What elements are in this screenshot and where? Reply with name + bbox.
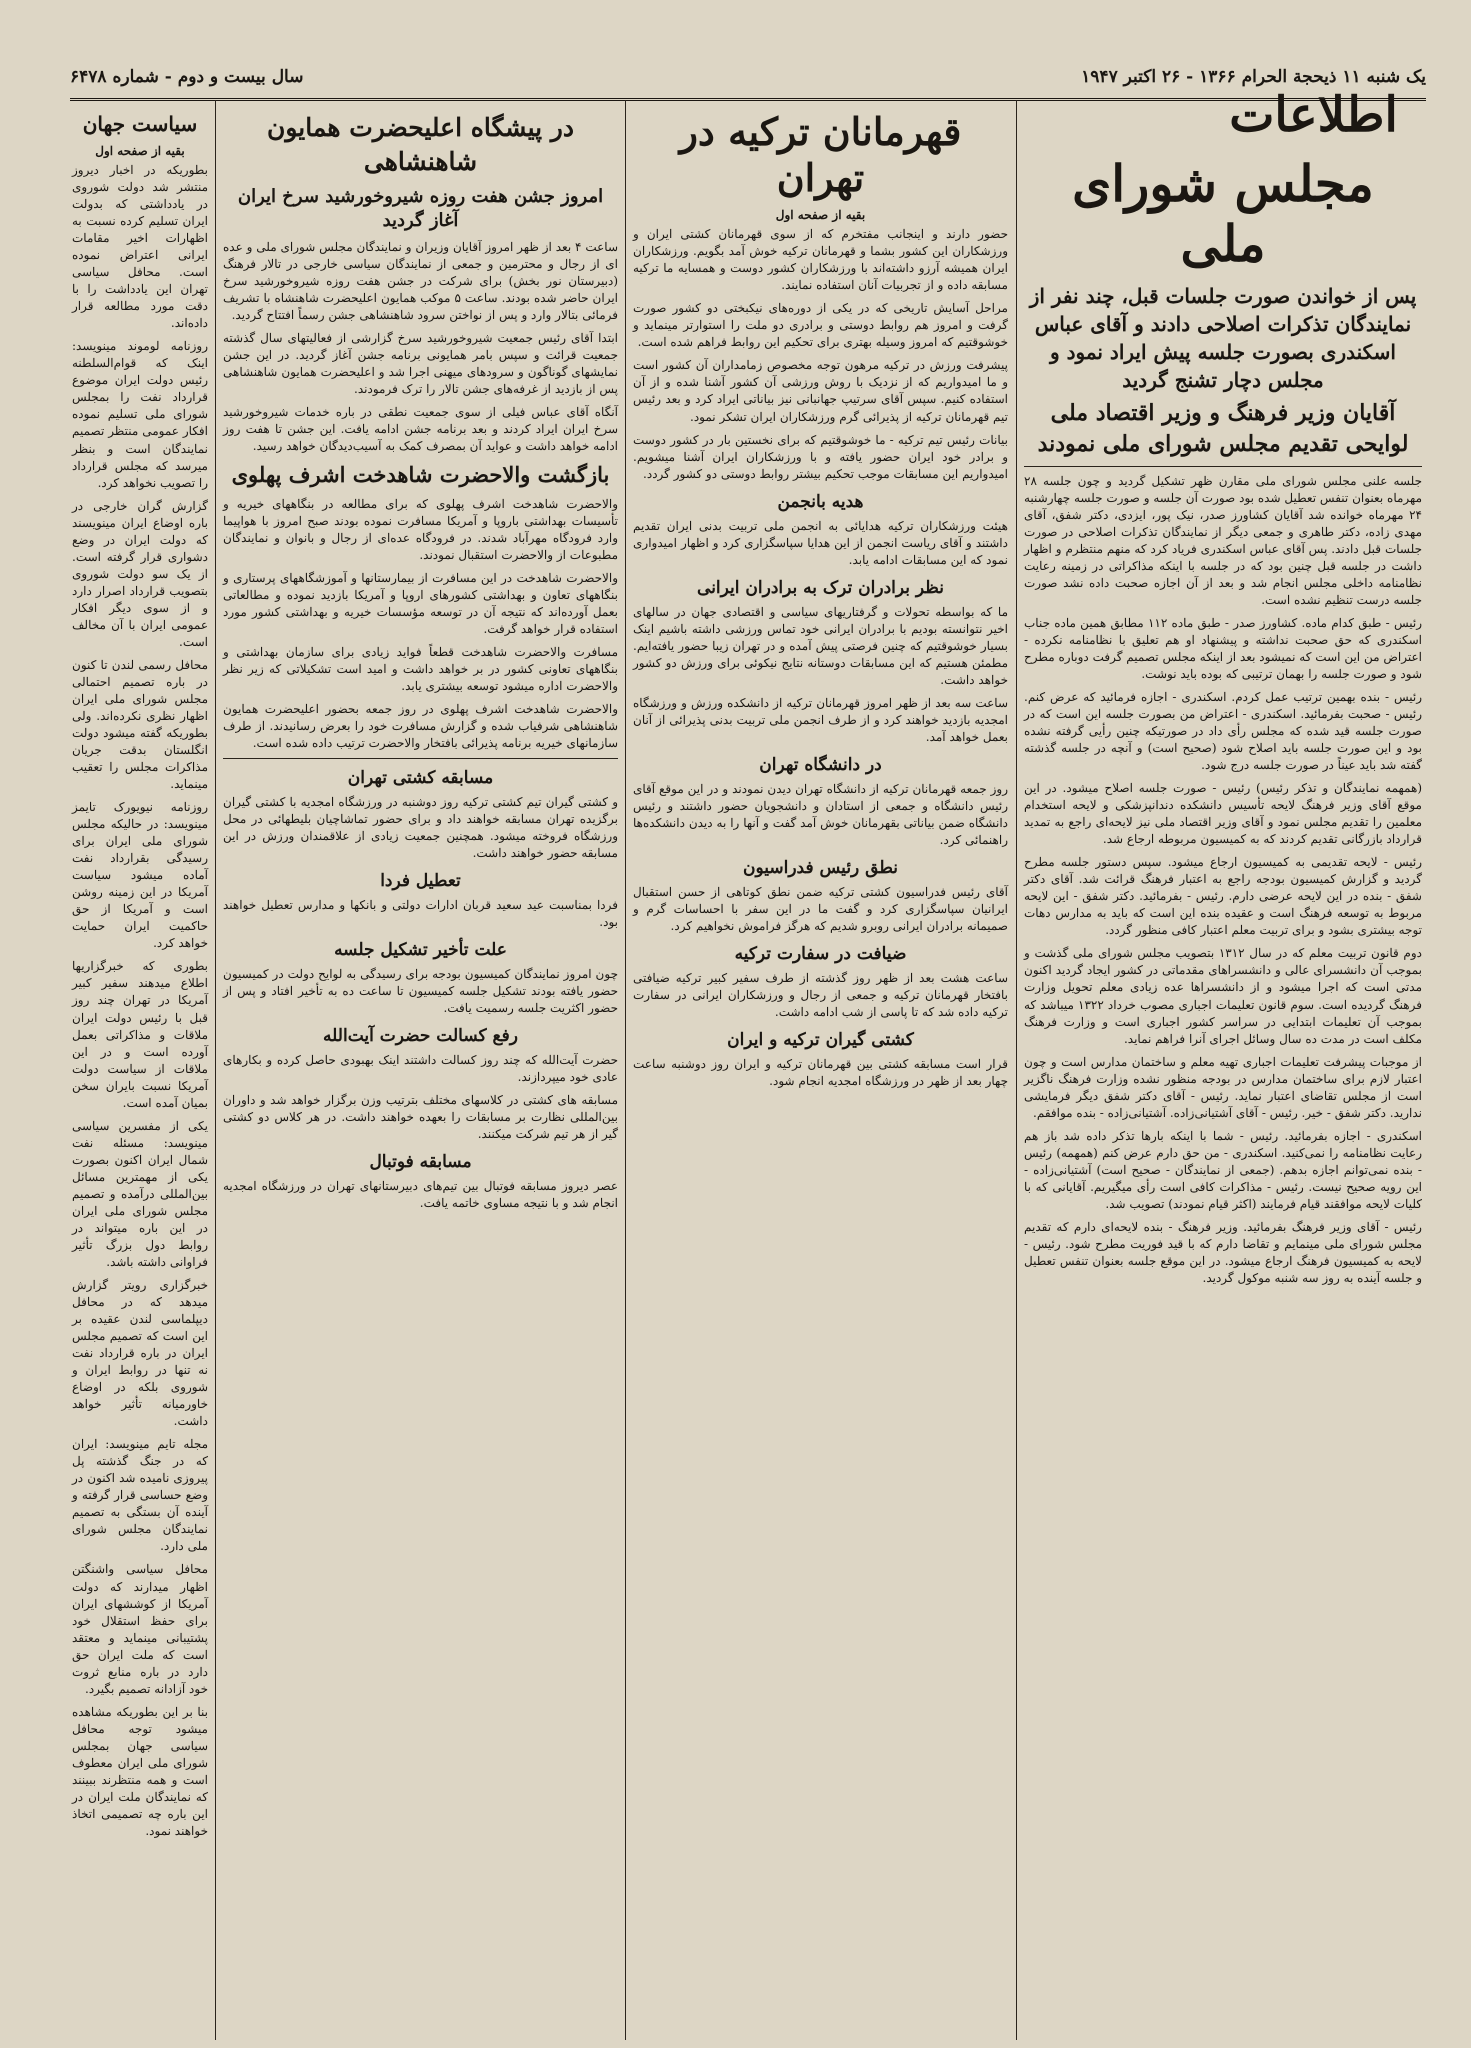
article-body: بنا بر این بطوریکه مشاهده میشود توجه محافل سیاسی جهان بمجلس شورای ملی ایران معطوف است و همه منتظرند ببینند که نمایندگان ملت ایران در این باره چه تصمیمی اتخاذ خواهند نمود. <box>68 1704 208 1838</box>
section-heading: مسابقه فوتبال <box>369 1152 472 1173</box>
article-body: رئیس - لایحه تقدیمی به کمیسیون ارجاع میشود. سپس دستور جلسه مطرح گردید و گزارش کمیسیون بودجه راجع به اعتبار فرهنگ قرائت شد. آقای دکتر شفق - بنده در این لایحه عرضی دارم. رئیس - بفرمائید. دکتر شفق - این لایحه مربوط به توسعه فرهنگ است و عقیده بنده این است که باید به مدارس دهات توجه بیشتری بشود و برای تربیت معلم اعتبار کافی منظور گردد. <box>1020 855 1422 938</box>
article-body: آقای رئیس فدراسیون کشتی ترکیه ضمن نطق کوتاهی از حسن استقبال ایرانیان سپاسگزاری کرد و گفت ما در این سفر با احساسات گرم و صمیمانه برادران ایرانی روبرو شدیم که هرگز فراموش نخواهیم کرد. <box>629 884 1008 933</box>
continued-label: بقیه از صفحه اول <box>775 208 866 223</box>
article-body: فردا بمناسبت عید سعید قربان ادارات دولتی و بانکها و مدارس تعطیل خواهند بود. <box>219 898 618 930</box>
article-body: مراحل آسایش تاریخی که در یکی از دوره‌های نیکبختی دو کشور صورت گرفت و امروز هم روابط دوستی و برادری دو ملت را استوارتر مینماید و خوشوقتیم که امروز وسیله بهتری برای تحکیم این روابط فراهم شده است. <box>629 301 1008 350</box>
article-majlis <box>1020 150 1423 2040</box>
section-heading: مسابقه کشتی تهران <box>347 768 494 789</box>
volume-line: سال بیست و دوم - شماره ۶۴۷۸ <box>70 67 304 87</box>
article-body: ما که بواسطه تحولات و گرفتاریهای سیاسی و اقتصادی جهان در سالهای اخیر نتوانسته بودیم با برادران ایرانی خود تماس ورزشی داشته باشیم اینک بسیار خوشوقتیم که چنین فرصتی پیش آمده و در تهران زیبا حضور یافته‌ایم. مطمئن هستیم که این مسابقات دوستانه نتایج نیکوئی برای ورزش دو کشور خواهد داشت. <box>629 604 1008 687</box>
article-body: ساعت ۴ بعد از ظهر امروز آقایان وزیران و نمایندگان مجلس شورای ملی و عده ای از رجال و محترمین و جمعی از نمایندگان سیاسی خارجی در تالار فرهنگ (دبیرستان نور بخش) برای شرکت در جشن هفت روزه شیروخورشید سرخ ایران حاضر شده بودند. ساعت ۵ موکب همایون اعلیحضرت شاهنشاه با تشریف فرمائی بتالار وارد و پس از نواختن سرود شاهنشاهی جشن رسماً افتتاح گردید. <box>219 240 619 323</box>
article-turkish-champions <box>629 105 1008 2040</box>
section-heading: بازگشت والاحضرت شاهدخت اشرف پهلوی <box>231 462 610 488</box>
article-body: دوم قانون تربیت معلم که در سال ۱۳۱۲ بتصویب مجلس شورای ملی گذشت و بموجب آن دانشسرای عالی و دانشسراهای مقدماتی در کشور ایجاد گردید اکنون مدتی است که اجرا میشود و از دانشسراها عده زیادی معلم تحویل وزارت فرهنگ گردیده است. سوم قانون تعلیمات اجباری مصوب خرداد ۱۳۲۲ میباشد که بموجب آن تعلیمات ابتدایی در سراسر کشور اجباری است و وزارت فرهنگ مکلف است در مدت ده سال وسائل اجرای آنرا فراهم نماید. <box>1020 946 1422 1046</box>
section-heading: رفع کسالت حضرت آیت‌الله <box>323 1026 518 1047</box>
article-body: رئیس - آقای وزیر فرهنگ بفرمائید. وزیر فرهنگ - بنده لایحه‌ای دارم که تقدیم مجلس شورای ملی مینمایم و تقاضا دارم که با قید فوریت مطرح شود. رئیس - لایحه به کمیسیون فرهنگ ارجاع میشود. در این موقع جلسه بعنوان تنفس تعطیل و جلسه آینده به روز سه شنبه موکول گردید. <box>1020 1219 1422 1285</box>
article-body: آنگاه آقای عباس فیلی از سوی جمعیت نطقی در باره خدمات شیروخورشید سرخ ایران ایراد کردند و بعد برنامه جشن ادامه یافت. این جشن تا هفت روز ادامه خواهد داشت و عواید آن بمصرف کمک به آسیب‌دیدگان خواهد رسید. <box>219 405 618 454</box>
article-body: چون امروز نمایندگان کمیسیون بودجه برای رسیدگی به لوایح دولت در کمیسیون حضور یافته بودند تشکیل جلسه کمیسیون تا ساعت ده به تأخیر افتاد و پس از حضور اکثریت جلسه رسمیت یافت. <box>219 967 618 1016</box>
article-body: ابتدا آقای رئیس جمعیت شیروخورشید سرخ گزارشی از فعالیتهای سال گذشته جمعیت قرائت و سپس بامر همایونی برنامه جشن آغاز گردید. در این جشن نمایشهای گوناگون و سرودهای میهنی اجرا شد و اعلیحضرت همایون شاهنشاهی پس از بازدید از غرفه‌های جشن تالار را ترک فرمودند. <box>219 331 618 397</box>
article-title: قهرمانان ترکیه در تهران <box>679 109 962 200</box>
article-body: والاحضرت شاهدخت اشرف پهلوی در روز جمعه بحضور اعلیحضرت همایون شاهنشاهی شرفیاب شده و گزارش مسافرت خود را بعرض رسانیدند. از طرف سازمانهای خیریه برنامه پذیرائی بافتخار والاحضرت ترتیب داده شده است. <box>219 702 619 751</box>
article-body: رئیس - بنده بهمین ترتیب عمل کردم. اسکندری - اجازه فرمائید که عرض کنم. رئیس - صحبت بفرمائید. اسکندری - اعتراض من بصورت جلسه این است که در صورت جلسه قید شده که مجلس رأی داد در صورتیکه چنین رأیی گرفته نشده بود و این صورت جلسه باید اصلاح شود (صحیح است) و آنچه در جلسه گذشته گفته شد باید عیناً در صورت جلسه درج شود. <box>1020 689 1422 773</box>
article-body: حضور دارند و اینجانب مفتخرم که از سوی قهرمانان کشتی ایران و ورزشکاران این کشور بشما و قهرمانان ترکیه خوش آمد بگویم. ورزشکاران ایران همیشه آرزو داشته‌اند با ورزشکاران کشور دوست و همسایه ما ترکیه مسابقه داده و از تجربیات آنان استفاده نمایند. <box>629 227 1008 293</box>
article-body: محافل سیاسی واشنگتن اظهار میدارند که دولت آمریکا از کوششهای ایران برای حفظ استقلال خود پشتیبانی مینماید و معتقد است که ملت ایران حق دارد در باره منابع ثروت خود آزادانه تصمیم بگیرد. <box>68 1562 208 1696</box>
article-body: یکی از مفسرین سیاسی مینویسد: مسئله نفت شمال ایران اکنون بصورت یکی از مهمترین مسائل بین‌المللی درآمده و تصمیم مجلس شورای ملی ایران در این باره میتواند در روابط دول بزرگ تأثیر فراوانی داشته باشد. <box>68 1118 208 1269</box>
article-body: مسافرت والاحضرت شاهدخت قطعاً فواید زیادی برای سازمان بهداشتی و بنگاههای تعاونی کشور در بر خواهد داشت و امید است تشکیلاتی که زیر نظر والاحضرت اداره میشود توسعه بیشتری یابد. <box>219 645 618 694</box>
section-heading: نظر برادران ترک به برادران ایرانی <box>697 577 944 598</box>
masthead-logo: اطلاعات <box>1229 87 1398 143</box>
article-body: روز جمعه قهرمانان ترکیه از دانشگاه تهران دیدن نمودند و در این موقع آقای رئیس دانشگاه و جمعی از استادان و دانشجویان حضور داشتند و رئیس دانشگاه ضمن بیاناتی بقهرمانان خوش آمد گفت و آنها را به دیدن دانشکده‌ها راهنمائی کرد. <box>629 781 1008 847</box>
article-title: در پیشگاه اعلیحضرت همایون شاهنشاهی <box>267 113 574 176</box>
section-heading: ضیافت در سفارت ترکیه <box>734 943 907 964</box>
section-heading: نطق رئیس فدراسیون <box>742 857 899 878</box>
article-body: بطوریکه در اخبار دیروز منتشر شد دولت شوروی در یادداشتی که بدولت ایران تسلیم کرده نسبت به اظهارات اخیر مقامات ایرانی اعتراض نموده است. محافل سیاسی تهران این یادداشت را با دقت مورد مطالعه قرار داده‌اند. <box>68 163 208 331</box>
article-body: عصر دیروز مسابقه فوتبال بین تیم‌های دبیرستانهای تهران در ورزشگاه امجدیه انجام شد و با نتیجه مساوی خاتمه یافت. <box>219 1179 618 1211</box>
article-subtitle: امروز جشن هفت روزه شیروخورشید سرخ ایران آغاز گردید <box>237 185 604 231</box>
article-body: مجله تایم مینویسد: ایران که در جنگ گذشته پل پیروزی نامیده شد اکنون در وضع حساسی قرار گرفته و آینده آن بستگی به تصمیم نمایندگان مجلس شورای ملی دارد. <box>68 1437 208 1554</box>
article-body: رئیس - طبق کدام ماده. کشاورز صدر - طبق ماده ۱۱۲ مطابق همین ماده جناب اسکندری که حق صحبت نداشته و پیشنهاد او هم تعلیق با نظامنامه نکرده - اعتراض من این است که نمیشود بعد از اینکه مجلس تصمیم گرفت دوباره مطرح شود و صورت جلسه را بهمان ترتیبی که بوده باید نوشت. <box>1020 615 1422 681</box>
section-heading: کشتی گیران ترکیه و ایران <box>727 1029 914 1050</box>
date-line: یک شنبه ۱۱ ذیحجة الحرام ۱۳۶۶ - ۲۶ اکتبر ۱۹۴۷ <box>1081 67 1426 87</box>
article-body: والاحضرت شاهدخت در این مسافرت از بیمارستانها و آموزشگاههای پرستاری و بنگاههای تعاون و بهداشتی کشورهای اروپا و آمریکا بازدید نموده و مطالعاتی بعمل آورده‌اند که نتیجه آن در توسعه مؤسسات خیریه و بهداشتی کشور مورد استفاده قرار خواهد گرفت. <box>219 570 618 637</box>
article-body: مسابقه های کشتی در کلاسهای مختلف بترتیب وزن برگزار خواهد شد و داوران بین‌المللی نظارت بر مسابقات را بعهده خواهند داشت. در هر کلاس دو کشتی گیر از هر تیم شرکت میکنند. <box>219 1093 618 1142</box>
article-subtitle: پس از خواندن صورت جلسات قبل، چند نفر از نمایندگان تذکرات اصلاحی دادند و آقای عباس اسکندری بصورت جلسه پیش ایراد نمود و مجلس دچار تشنج گردید <box>1029 284 1417 392</box>
article-title: مجلس شورای ملی <box>1072 154 1374 273</box>
article-body: خبرگزاری رویتر گزارش میدهد که در محافل دیپلماسی لندن عقیده بر این است که تصمیم مجلس ایران در باره قرارداد نفت نه تنها در روابط ایران و شوروی بلکه در اوضاع خاورمیانه تأثیر خواهد داشت. <box>68 1277 208 1429</box>
article-body: والاحضرت شاهدخت اشرف پهلوی که برای مطالعه در بنگاههای خیریه و تأسیسات بهداشتی باروپا و آمریکا مسافرت نموده بودند صبح امروز با هواپیما وارد فرودگاه مهرآباد شدند. در فرودگاه عده‌ای از رجال و بانوان و نمایندگان مطبوعات از والاحضرت استقبال نمودند. <box>219 496 619 562</box>
column-divider <box>1016 100 1017 2040</box>
article-body: گزارش گران خارجی در باره اوضاع ایران مینویسند که دولت ایران در وضع دشواری قرار گرفته است. از یک سو دولت شوروی بتصویب قرارداد اصرار دارد و از سوی دیگر افکار عمومی ایران با آن مخالف است. <box>68 498 208 649</box>
article-title: سیاست جهان <box>82 112 198 136</box>
article-body: هیئت ورزشکاران ترکیه هدایائی به انجمن ملی تربیت بدنی ایران تقدیم داشتند و آقای ریاست انجمن از این هدایا سپاسگزاری کرد و اظهار امیدواری نمود که این مسابقات ادامه یابد. <box>629 518 1008 567</box>
article-body: محافل رسمی لندن تا کنون در باره تصمیم احتمالی مجلس شورای ملی ایران اظهار نظری نکرده‌اند. ولی بطوریکه گفته میشود دولت انگلستان بدقت جریان مذاکرات مجلس را تعقیب مینماید. <box>68 657 208 792</box>
section-heading: هدیه بانجمن <box>777 491 864 512</box>
column-divider <box>625 100 626 2040</box>
section-heading: در دانشگاه تهران <box>759 754 882 775</box>
article-body: روزنامه نیویورک تایمز مینویسد: در حالیکه مجلس شورای ملی ایران برای رسیدگی بقرارداد نفت آماده میشود سیاست آمریکا در این زمینه روشن است و آمریکا از حق حاکمیت ایران حمایت خواهد کرد. <box>68 800 208 951</box>
article-world-politics <box>68 105 208 2040</box>
article-body: روزنامه لوموند مینویسد: اینک که قوام‌السلطنه رئیس دولت ایران موضوع قرارداد نفت را بمجلس شورای ملی تسلیم نموده افکار عمومی منتظر تصمیم نمایندگان است و بنظر میرسد که مجلس قرارداد را تصویب نخواهد کرد. <box>68 339 208 490</box>
article-body: بطوری که خبرگزاریها اطلاع میدهند سفیر کبیر آمریکا در تهران چند روز قبل با رئیس دولت ایران ملاقات و مذاکراتی بعمل آورده است و در این ملاقات از سیاست دولت آمریکا نسبت بایران سخن بمیان آمده است. <box>68 959 208 1110</box>
section-heading: تعطیل فردا <box>380 871 461 892</box>
article-subtitle: آقایان وزیر فرهنگ و وزیر اقتصاد ملی لوایحی تقدیم مجلس شورای ملی نمودند <box>1037 400 1409 457</box>
divider <box>223 758 618 759</box>
article-body: جلسه علنی مجلس شورای ملی مقارن ظهر تشکیل گردید و چون جلسه ۲۸ مهرماه بعنوان تنفس تعطیل شده بود صورت آن جلسه و صورت جلسه چهارشنبه ۲۴ مهرماه خوانده شد آقایان کشاورز صدر، نیک پور، ایزدی، دکتر شفق، آقای مهدی‌ زاده، دکتر طاهری و جمعی دیگر از نمایندگان تذکرات اصلاحی در صورت جلسات قبل دادند. پس آقای عباس اسکندری فریاد کرد که منهم منتظرم و اظهار داشت در جلسه قبل چنین بود که در جلسه با اینکه مذاکراتی در زمینه رعایت نظامنامه داخلی مجلس انجام شد و بعد از آن اجازه صحبت داده نشد صورت جلسه درست تنظیم نشده است. <box>1020 473 1422 607</box>
article-body: قرار است مسابقه کشتی بین قهرمانان ترکیه و ایران روز دوشنبه ساعت چهار بعد از ظهر در ورزشگاه امجدیه انجام شود. <box>629 1056 1008 1088</box>
article-body: بیانات رئیس تیم ترکیه - ما خوشوقتیم که برای نخستین بار در کشور دوست و برادر خود ایران حضور یافته و با ورزشکاران ایران آشنا میشویم. امیدواریم این مسابقات موجب تحکیم بیشتر روابط دوستی دو کشور گردد. <box>629 432 1008 481</box>
article-body: حضرت آیت‌الله که چند روز کسالت داشتند اینک بهبودی حاصل کرده و بکارهای عادی خود میپردازند. <box>219 1053 619 1085</box>
divider <box>1024 466 1422 467</box>
article-body: پیشرفت ورزش در ترکیه مرهون توجه مخصوص زمامداران آن کشور است و ما امیدواریم که از نزدیک با روش ورزشی آن کشور آشنا شده و از آن استفاده کنیم. سپس آقای سرتیپ جهانبانی نیز بیاناتی ایراد کرد و بعد رئیس تیم قهرمانان ترکیه از پذیرائی گرم ورزشکاران ایران تشکر نمود. <box>629 358 1008 424</box>
article-body: (همهمه نمایندگان و تذکر رئیس) رئیس - صورت جلسه اصلاح میشود. در این موقع آقای وزیر فرهنگ لایحه تأسیس دانشکده دندانپزشکی و لایحه استخدام معلمین را تقدیم مجلس نمود و آقای وزیر اقتصاد ملی نیز لایحه‌ای راجع به تمدید قرارداد بازرگانی تقدیم کردند که به کمیسیون مربوطه ارجاع شد. <box>1020 781 1423 847</box>
article-body: از موجبات پیشرفت تعلیمات اجباری تهیه معلم و ساختمان مدارس است و چون اعتبار لازم برای ساختمان مدارس در بودجه منظور نشده وزارت فرهنگ ناگزیر است از مجلس تقاضای اعتبار نماید. رئیس - آقای دکتر شفق دیگر فرمایشی ندارید. دکتر شفق - خیر. رئیس - آقای آشتیانی‌زاده. آشتیانی‌زاده - بنده موافقم. <box>1020 1054 1422 1120</box>
article-body: ساعت هشت بعد از ظهر روز گذشته از طرف سفیر کبیر ترکیه ضیافتی بافتخار قهرمانان ترکیه و جمعی از رجال و ورزشکاران ایرانی در سفارت ترکیه داده شد که تا پاسی از شب ادامه داشت. <box>629 970 1008 1019</box>
continued-label: بقیه از صفحه اول <box>95 144 185 158</box>
article-royal-court <box>219 105 619 2040</box>
article-body: ساعت سه بعد از ظهر امروز قهرمانان ترکیه از دانشکده ورزش و ورزشگاه امجدیه بازدید خواهند کرد و از طرف انجمن ملی تربیت بدنی پذیرائی از آنان بعمل خواهد آمد. <box>629 695 1008 744</box>
article-body: و کشتی گیران تیم کشتی ترکیه روز دوشنبه در ورزشگاه امجدیه با کشتی گیران برگزیده تهران مسابقه خواهند داد و برای حضور تماشاچیان بلیطهائی در محل ورزشگاه فروخته میشود. همچنین جمعیت زیادی از علاقمندان ورزش در این مسابقه حضور خواهند داشت. <box>219 795 618 861</box>
column-divider <box>215 100 216 2040</box>
section-heading: علت تأخیر تشکیل جلسه <box>334 940 507 961</box>
article-body: اسکندری - اجازه بفرمائید. رئیس - شما با اینکه بارها تذکر داده شد باز هم رعایت نظامنامه را نمی‌کنید. اسکندری - من حق دارم عرض کنم (همهمه) رئیس - بنده نمی‌توانم اجازه بدهم. (جمعی از نمایندگان - صحیح است) آشتیانی‌زاده - این رویه صحیح نیست. رئیس - مذاکرات کافی است رأی میگیریم. آقایانی که با کلیات لایحه موافقند قیام فرمایند (اکثر قیام نمودند) تصویب شد. <box>1020 1128 1422 1211</box>
